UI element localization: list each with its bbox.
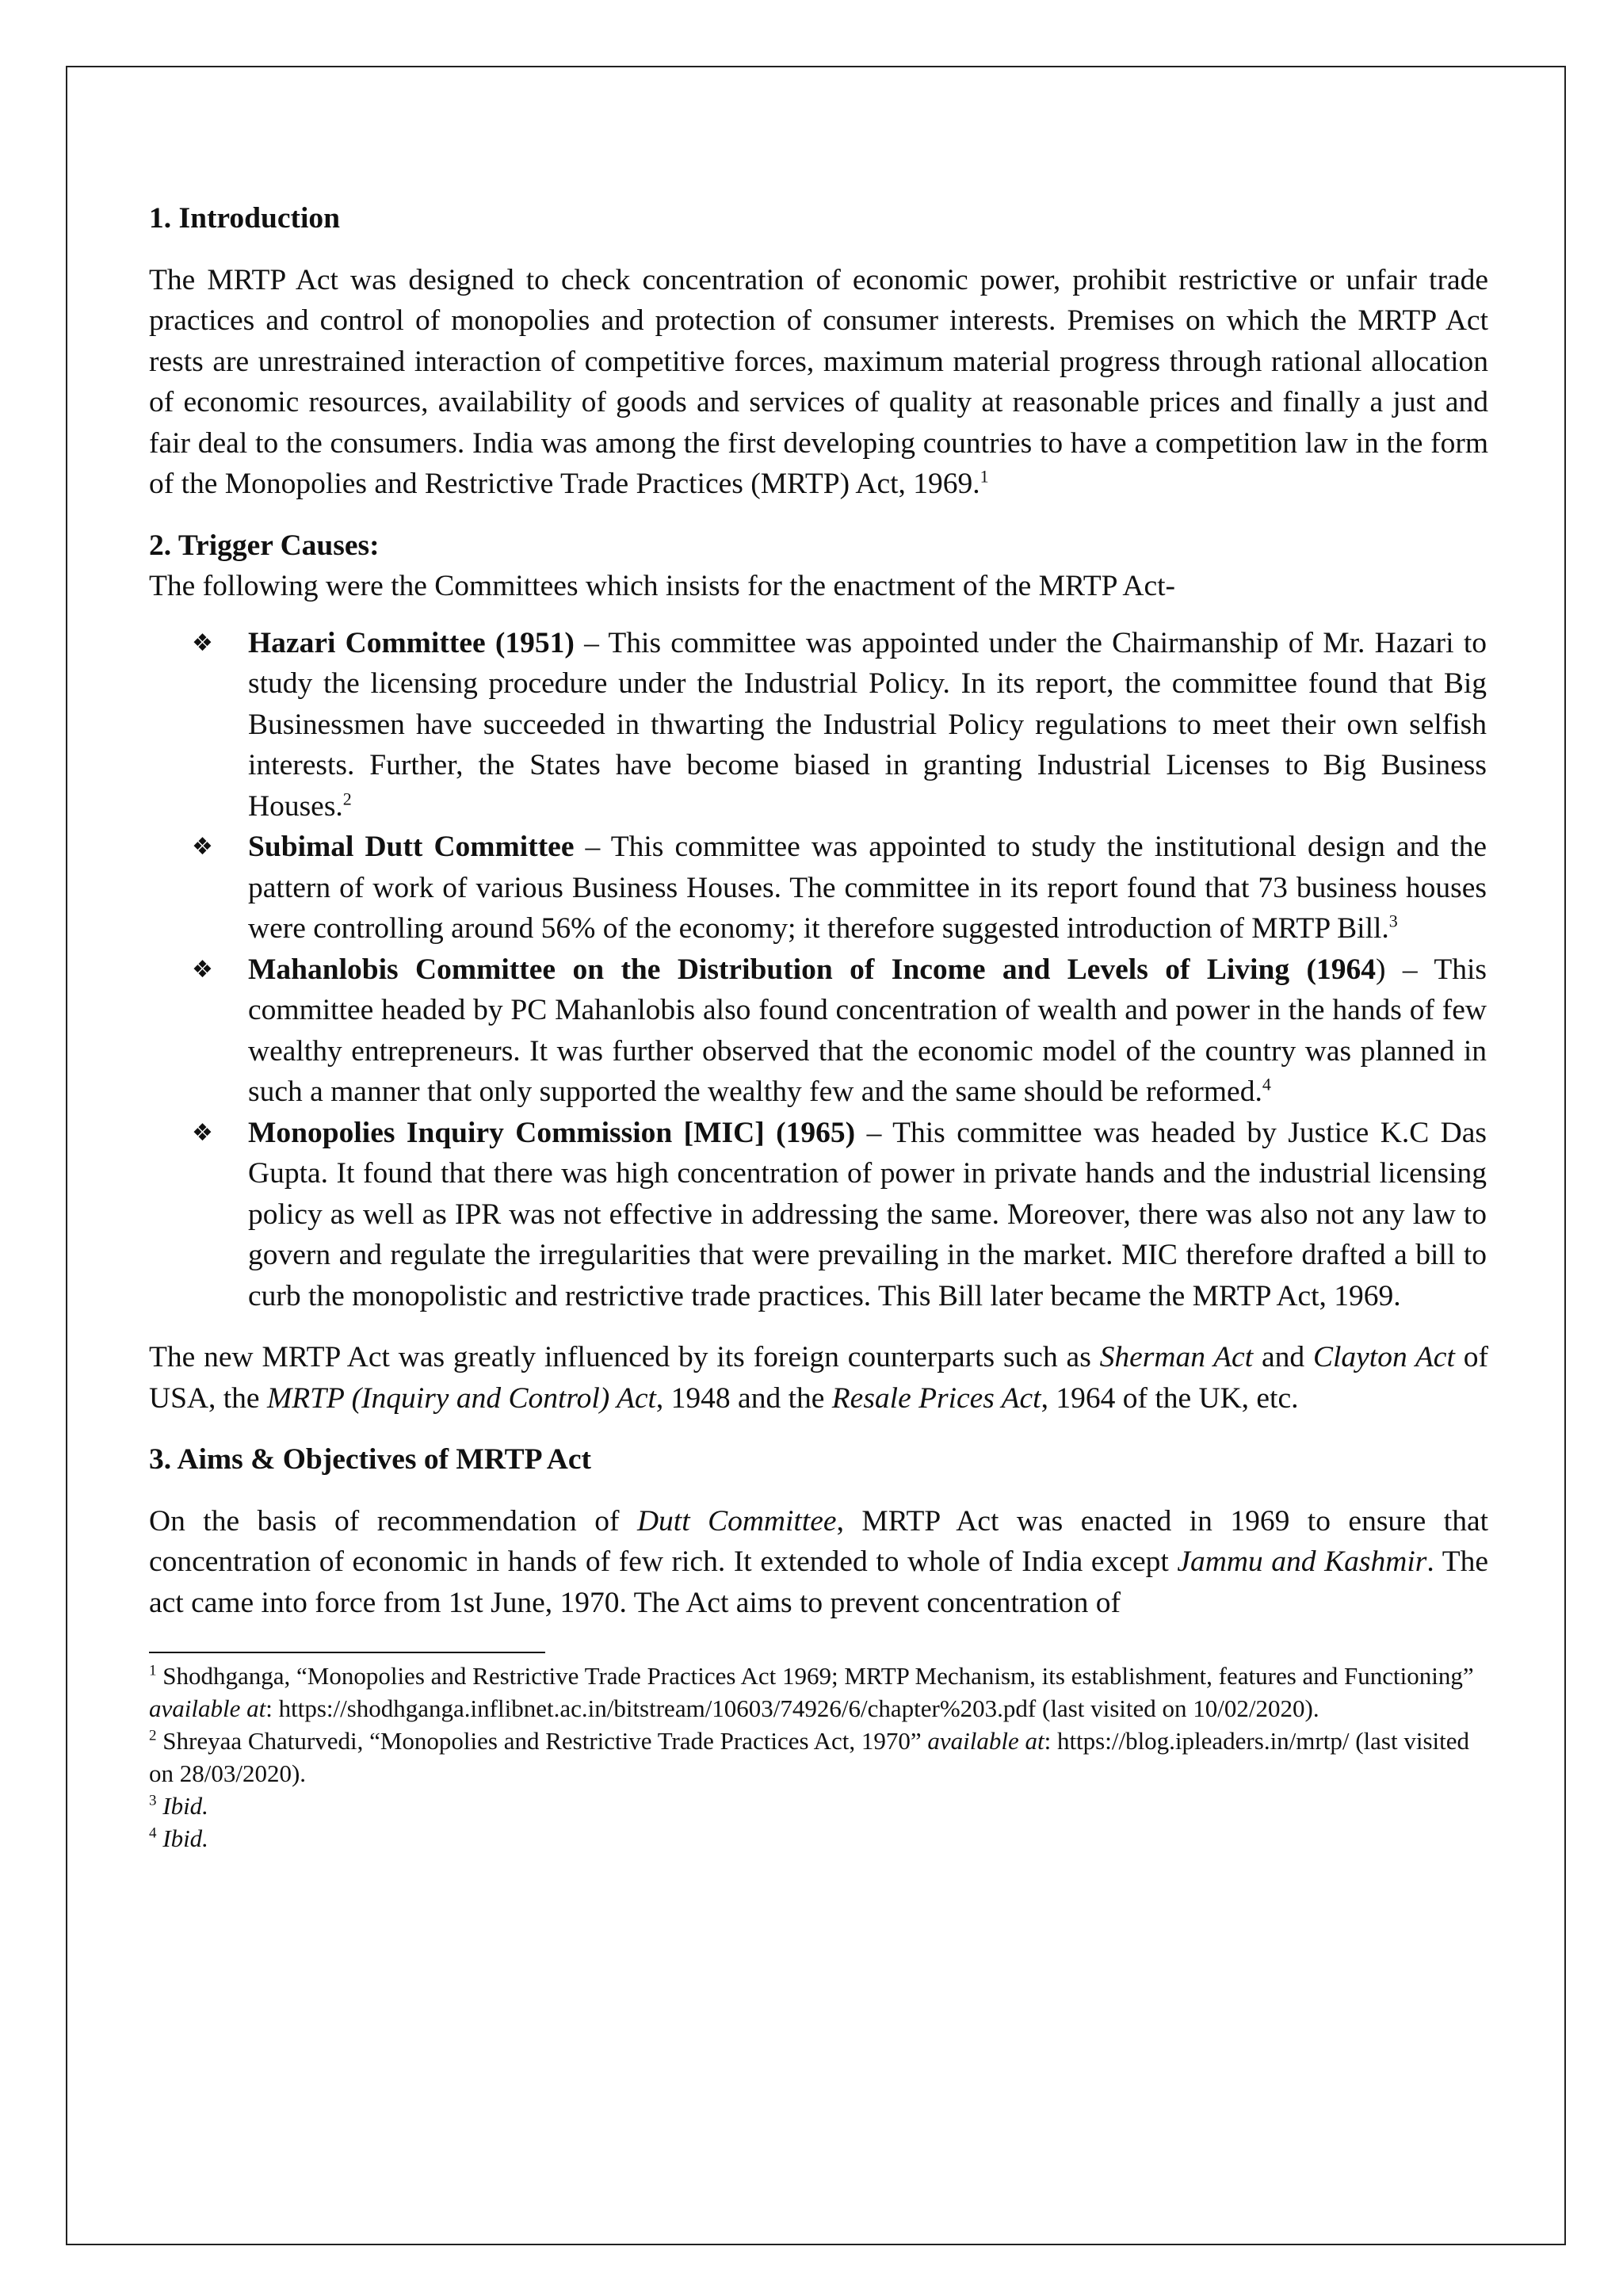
footnote: [149, 1725, 1488, 1790]
text: , 1948 and the: [655, 1381, 832, 1415]
footnote-ref[interactable]: 1: [980, 466, 989, 487]
footnote: [149, 1790, 1488, 1822]
emphasis: available at: [927, 1727, 1044, 1755]
diamond-bullet-icon: ❖: [192, 1118, 213, 1147]
emphasis: Ibid.: [162, 1824, 208, 1852]
footnote-ref[interactable]: 3: [1388, 911, 1398, 931]
document-body: [149, 198, 1488, 1855]
bullet-title: Subimal Dutt Committee: [248, 831, 575, 863]
aims-paragraph: [149, 1501, 1488, 1624]
text: Shreyaa Chaturvedi, “Monopolies and Restrictive Trade Practices Act, 1970”: [162, 1727, 928, 1755]
footnote-ref[interactable]: 2: [342, 789, 352, 808]
text: and: [1253, 1341, 1313, 1373]
text: , 1964 of the UK, etc.: [1041, 1381, 1299, 1415]
footnote: [149, 1660, 1488, 1725]
link-text[interactable]: : https://shodhganga.inflibnet.ac.in/bitstream/10603/74926/6/chapter%203.pdf (last visited on 10/02/2020).: [265, 1694, 1319, 1722]
footnotes: [149, 1660, 1488, 1855]
text: of USA, the: [149, 1341, 1488, 1415]
emphasis: Ibid.: [162, 1792, 208, 1820]
intro-text: The MRTP Act was designed to check concentration of economic power, prohibit restrictive or unfair trade practices and control of monopolies and protection of consumer interests. Premises on which the MRTP Act rests are unrestrained interaction of competitive forces, maximum material progress through rational allocation of economic resources, availability of goods and services of quality at reasonable prices and finally a just and fair deal to the consumers. India was among the first developing countries to have a competition law in the form of the Monopolies and Restrictive Trade Practices (MRTP) Act, 1969.: [149, 263, 1488, 500]
diamond-bullet-icon: ❖: [192, 628, 213, 657]
footnote-ref[interactable]: 4: [1262, 1074, 1271, 1095]
footnote-number: 1: [149, 1662, 157, 1679]
emphasis: Dutt Committee: [636, 1504, 837, 1538]
text: On the basis of recommendation of: [149, 1504, 637, 1538]
list-item: [149, 623, 1488, 827]
list-item: [149, 949, 1488, 1113]
footnote-number: 2: [149, 1727, 157, 1744]
bullet-text: ) – This committee headed by PC Mahanlobis also found concentration of wealth and power in the hands of few wealthy entrepreneurs. It was further observed that the economic model of the country was planned in such a manner that only supported the wealthy few and the same should be reformed.: [248, 953, 1487, 1108]
intro-paragraph: [149, 260, 1488, 505]
footnote-number: 4: [149, 1824, 157, 1842]
act-name: Clayton Act: [1312, 1341, 1455, 1373]
diamond-bullet-icon: ❖: [192, 833, 213, 861]
act-name: Sherman Act: [1099, 1341, 1254, 1373]
act-name: MRTP (Inquiry and Control) Act: [266, 1381, 656, 1415]
footnote-separator: [149, 1652, 545, 1653]
text: , MRTP Act was enacted in 1969 to ensure that concentration of economic in hands of few rich. It extended to whole of India except: [149, 1504, 1489, 1578]
emphasis: available at: [149, 1694, 266, 1722]
bullet-text: – This committee was appointed under the Chairmanship of Mr. Hazari to study the licensing procedure under the Industrial Policy. In its report, the committee found that Big Businessmen have succeeded in thwarting the Industrial Policy regulations to meet their own selfish interests. Further, the States have become biased in granting Industrial Licenses to Big Business Houses.: [248, 626, 1487, 823]
bullet-title: Mahanlobis Committee on the Distribution of Income and Levels of Living (1964: [248, 953, 1376, 986]
committee-list: [149, 623, 1488, 1317]
bullet-title: Hazari Committee (1951): [248, 626, 575, 659]
list-item: [149, 827, 1488, 949]
act-name: Resale Prices Act: [831, 1381, 1041, 1415]
bullet-title: Monopolies Inquiry Commission [MIC] (1965): [248, 1116, 856, 1149]
heading-introduction: 1. Introduction: [149, 202, 341, 235]
influence-paragraph: [149, 1337, 1488, 1419]
trigger-lead: The following were the Committees which insists for the enactment of the MRTP Act-: [149, 570, 1176, 602]
bullet-text: – This committee was appointed to study the institutional design and the pattern of work of various Business Houses. The committee in its report found that 73 business houses were controlling around 56% of the economy; it therefore suggested introduction of MRTP Bill.: [248, 831, 1487, 945]
text: . The act came into force from 1st June, 1970. The Act aims to prevent concentration of: [149, 1545, 1488, 1619]
bullet-text: – This committee was headed by Justice K.C Das Gupta. It found that there was high concentration of power in private hands and the industrial licensing policy as well as IPR was not effective in addressing the same. Moreover, there was also not any law to govern and regulate the irregularities that were prevailing in the market. MIC therefore drafted a bill to curb the monopolistic and restrictive trade practices. This Bill later became the MRTP Act, 1969.: [248, 1116, 1487, 1312]
emphasis: Jammu and Kashmir: [1177, 1545, 1427, 1578]
heading-trigger-causes: 2. Trigger Causes:: [149, 529, 380, 562]
text: Shodhganga, “Monopolies and Restrictive Trade Practices Act 1969; MRTP Mechanism, its establishment, features and Functioning”: [162, 1662, 1474, 1690]
link-text[interactable]: : https://blog.ipleaders.in/mrtp/ (last visited on 28/03/2020).: [149, 1727, 1469, 1787]
text: The new MRTP Act was greatly influenced by its foreign counterparts such as: [149, 1341, 1100, 1373]
diamond-bullet-icon: ❖: [192, 955, 213, 984]
footnote-number: 3: [149, 1792, 157, 1809]
heading-aims: 3. Aims & Objectives of MRTP Act: [149, 1443, 591, 1476]
footnote: [149, 1822, 1488, 1855]
list-item: [149, 1113, 1488, 1317]
